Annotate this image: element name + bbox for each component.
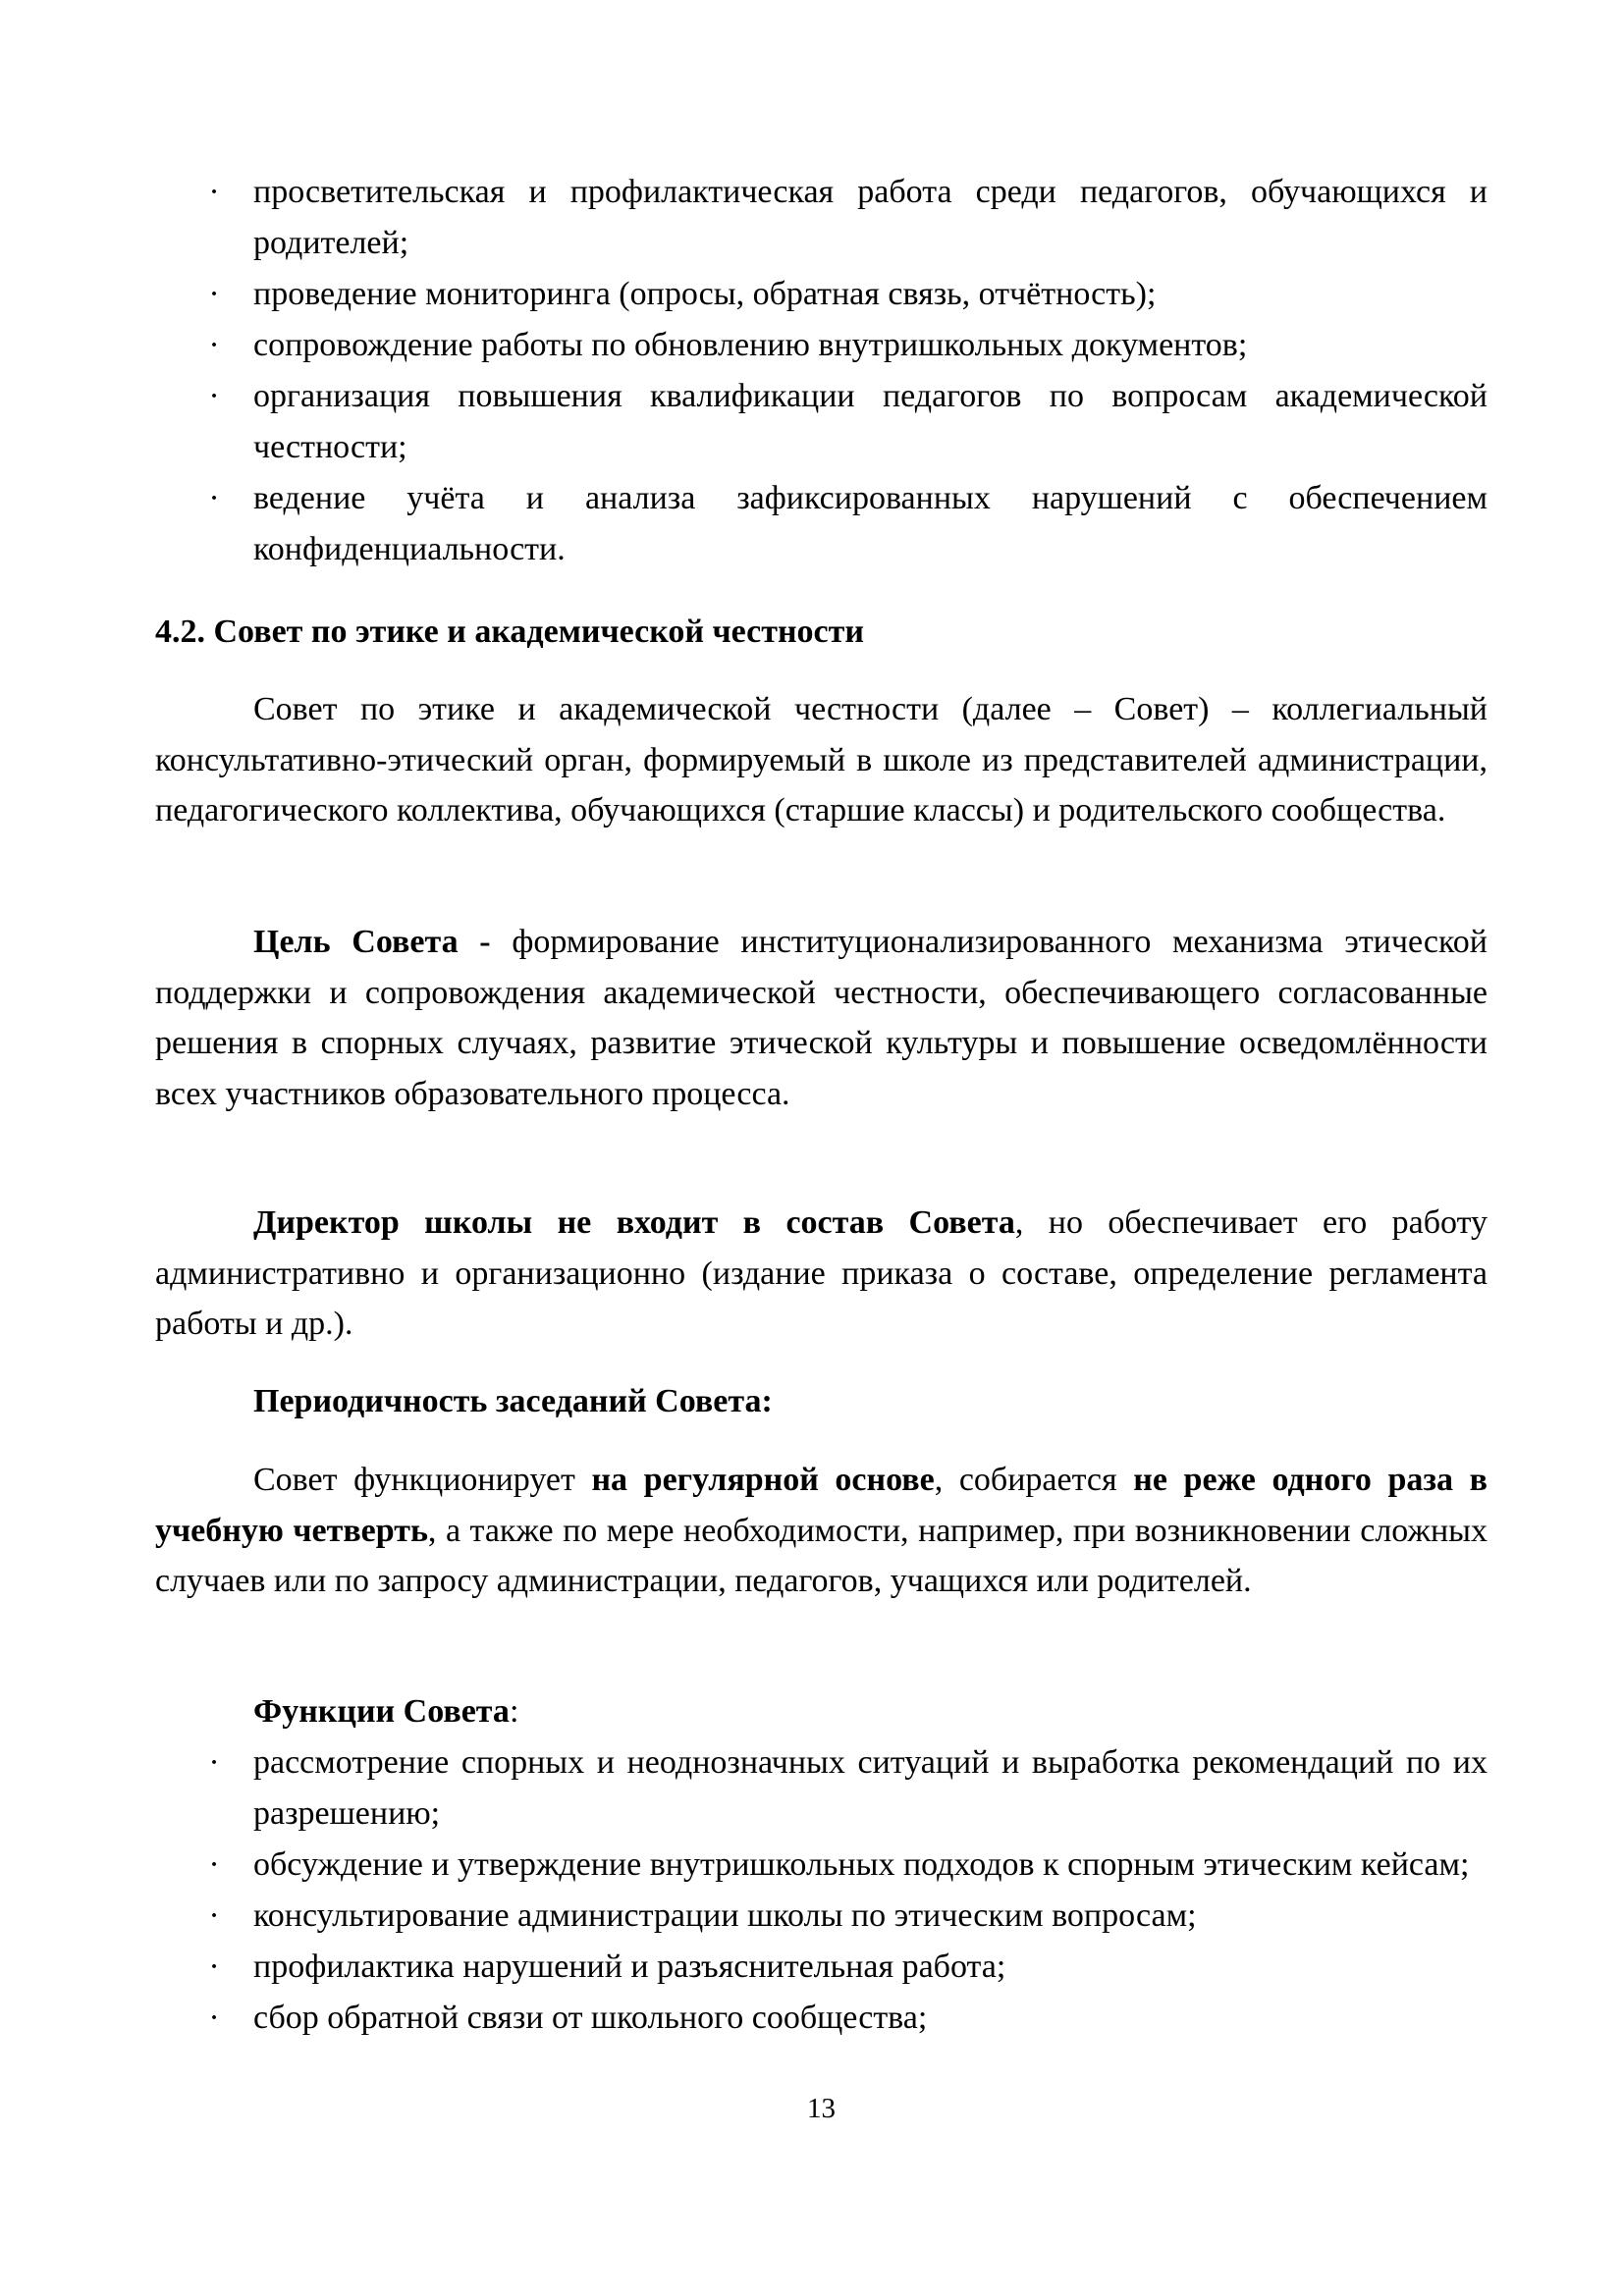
functions-heading: Функции Совета:	[253, 1693, 519, 1730]
section-heading: 4.2. Совет по этике и академической честности	[155, 614, 864, 650]
list-item: · ведение учёта и анализа зафиксированных нарушений с обеспечением конфиденциальности.	[155, 473, 1488, 575]
bullet-icon: ·	[208, 378, 220, 414]
bullet-icon: ·	[208, 276, 220, 312]
bullet-icon: ·	[208, 327, 220, 363]
bullet-icon: ·	[208, 1846, 220, 1883]
list-item: · рассмотрение спорных и неоднозначных ситуаций и выработка рекомендаций по их разрешению;	[155, 1737, 1488, 1840]
goal-label: Цель Совета -	[253, 924, 491, 960]
bullet-icon: ·	[208, 174, 220, 210]
bullet-icon: ·	[208, 1744, 220, 1781]
bullet-icon: ·	[208, 1949, 220, 1985]
list-item: · просветительская и профилактическая работа среди педагогов, обучающихся и родителей;	[155, 167, 1488, 269]
bullet-icon: ·	[208, 2000, 220, 2036]
goal-paragraph: Цель Совета - формирование институционализированного механизма этической поддержки и сопровождения академической честности, обеспечивающего согласованные решения в спорных случаях, развитие этической культуры и повышение осведомлённости всех участников образовательного процесса.	[155, 924, 1488, 1112]
responsibilities-list	[155, 167, 1488, 575]
intro-paragraph: Совет по этике и академической честности (далее – Совет) – коллегиальный консультативно-этический орган, формируемый в школе из представителей администрации, педагогического коллектива, обучающихся (старшие классы) и родительского сообщества.	[155, 691, 1488, 828]
periodicity-heading: Периодичность заседаний Совета:	[253, 1383, 773, 1419]
list-item: · организация повышения квалификации педагогов по вопросам академической честности;	[155, 371, 1488, 473]
periodicity-paragraph: Совет функционирует на регулярной основе, собирается не реже одного раза в учебную четверть, а также по мере необходимости, например, при возникновении сложных случаев или по запросу администрации, педагогов, учащихся или родителей.	[155, 1462, 1488, 1599]
list-item: · сбор обратной связи от школьного сообщества;	[155, 1993, 1488, 2044]
list-item: · консультирование администрации школы по этическим вопросам;	[155, 1891, 1488, 1942]
director-paragraph: Директор школы не входит в состав Совета, но обеспечивает его работу административно и организационно (издание приказа о составе, определение регламента работы и др.).	[155, 1204, 1488, 1342]
list-item: · проведение мониторинга (опросы, обратная связь, отчётность);	[155, 269, 1488, 320]
list-item: · профилактика нарушений и разъяснительная работа;	[155, 1942, 1488, 1993]
director-bold: Директор школы не входит в состав Совета	[253, 1204, 1015, 1241]
functions-list	[155, 1737, 1488, 2044]
list-item: · сопровождение работы по обновлению внутришкольных документов;	[155, 320, 1488, 371]
list-item: · обсуждение и утверждение внутришкольных подходов к спорным этическим кейсам;	[155, 1840, 1488, 1891]
bullet-icon: ·	[208, 1897, 220, 1934]
page-number: 13	[807, 2093, 836, 2124]
bullet-icon: ·	[208, 480, 220, 516]
